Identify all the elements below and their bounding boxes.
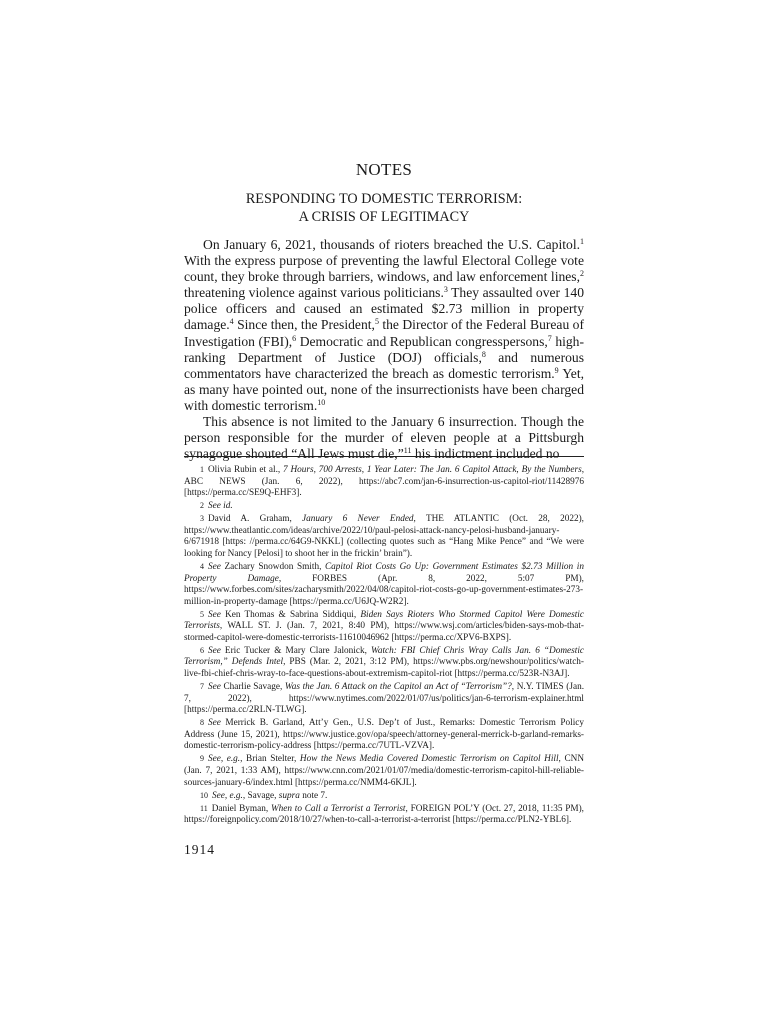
text-run: , Savage,: [242, 790, 279, 801]
main-text: [184, 237, 584, 462]
section-heading: NOTES: [355, 160, 413, 179]
footnote-ref[interactable]: 8: [481, 349, 486, 359]
italic-text: See id.: [208, 501, 233, 512]
text-run: , PBS (Mar. 2, 2021, 3:12 PM), https://www.pbs.org/newshour/politics/watch-live-fbi-chief-chris-wray-to-face-questions-about-extremism-capitol-riot [https://perma.cc/523R-N3AJ].: [184, 657, 585, 680]
footnote-number: 11: [200, 803, 208, 813]
text-run: Olivia Rubin et al.,: [208, 465, 284, 475]
footnote-number: 4: [200, 561, 204, 571]
footnote-ref[interactable]: 1: [580, 237, 584, 246]
footnote: [184, 753, 584, 789]
italic-text: See: [208, 682, 221, 693]
footnote-number: 3: [200, 514, 204, 524]
text-run: , Brian Stelter,: [240, 754, 300, 765]
footnote-ref[interactable]: 11: [403, 446, 412, 456]
footnote-number: 2: [200, 501, 204, 511]
footnote: [184, 645, 584, 681]
text-run: , ABC NEWS (Jan. 6, 2022), https://abc7.com/jan-6-insurrection-us-capitol-riot/11428976 [https://perma.cc/SE9Q-EHF3].: [184, 465, 585, 499]
italic-text: See, e.g.: [208, 754, 241, 765]
footnote-number: 8: [200, 718, 204, 728]
italic-text: See: [208, 718, 221, 729]
italic-text: Watch: FBI Chief Chris Wray Calls Jan. 6 “Domestic Terrorism,” Defends Intel: [184, 645, 584, 668]
footnote: [184, 790, 584, 803]
footnote: [184, 609, 584, 645]
footnote-separator: [184, 456, 584, 457]
footnote: [184, 513, 584, 560]
text-run: This absence is not limited to the January 6 insurrection. Though the person responsible for the murder of eleven people at a Pittsburgh synagogue shouted “All Jews must die,”: [184, 414, 584, 462]
text-run: note 7.: [299, 790, 328, 801]
italic-text: Was the Jan. 6 Attack on the Capitol an Act of “Terrorism”?: [284, 682, 512, 693]
footnote-ref[interactable]: 7: [547, 333, 552, 343]
text-run: Yet, as many have pointed out, none of the insurrectionists have been charged with domestic terrorism.: [184, 365, 584, 413]
article-title-line-2: A CRISIS OF LEGITIMACY: [298, 209, 470, 225]
text-run: , FOREIGN POL’Y (Oct. 27, 2018, 11:35 PM), https://foreignpolicy.com/2018/10/27/when-to-call-a-terrorist-a-terrorist [https://perma.cc/PLN2-YBL6].: [184, 803, 584, 826]
text-run: , FORBES (Apr. 8, 2022, 5:07 PM), https://www.forbes.com/sites/zacharysmith/2022/04/08/capitol-riot-costs-go-up-government-estimates-273-million-in-property-damage [https://perma.cc/U6JQ-W2R2].: [184, 573, 584, 607]
italic-text: When to Call a Terrorist a Terrorist: [270, 803, 406, 814]
footnote-number: 9: [200, 754, 204, 764]
italic-text: 7 Hours, 700 Arrests, 1 Year Later: The Jan. 6 Capitol Attack, By the Numbers: [283, 465, 582, 475]
text-run: David A. Graham,: [208, 514, 303, 525]
footnote-ref[interactable]: 5: [374, 317, 379, 327]
footnote: [184, 803, 584, 827]
text-run: Zachary Snowdon Smith,: [220, 561, 326, 572]
article-title: [184, 190, 584, 226]
footnote-number: 5: [200, 609, 204, 619]
body-paragraph: [184, 237, 584, 414]
text-run: threatening violence against various politicians.: [184, 285, 444, 301]
text-run: , THE ATLANTIC (Oct. 28, 2022), https://www.theatlantic.com/ideas/archive/2022/10/paul-pelosi-attack-nancy-pelosi-husband-january-6/671918 [https: //perma.cc/64G9-NKKL] (collecting quotes such as “Hang Mike Pence” and “We were looking for Nancy [Pelosi] to shoot her in the frickin’ brain”).: [184, 514, 584, 559]
footnote-ref[interactable]: 10: [317, 397, 326, 407]
footnote-number: 6: [200, 645, 204, 655]
text-run: , WALL ST. J. (Jan. 7, 2021, 8:40 PM), https://www.wsj.com/articles/biden-says-mob-that-stormed-capitol-were-domestic-terrorists-11610046962 [https://perma.cc/XPV6-BXPS].: [184, 621, 584, 643]
italic-text: supra: [278, 790, 300, 801]
italic-text: Capitol Riot Costs Go Up: Government Estimates $2.73 Million in Property Damage: [184, 561, 584, 584]
text-run: his indictment included no: [411, 446, 560, 462]
footnote-number: 10: [200, 790, 208, 800]
italic-text: See: [208, 561, 221, 572]
text-run: Daniel Byman,: [211, 803, 271, 814]
text-run: Democratic and Republican congresspersons,: [296, 333, 548, 349]
footnote-number: 7: [200, 682, 204, 692]
footnotes: [184, 464, 584, 827]
text-run: Ken Thomas & Sabrina Siddiqui,: [220, 609, 361, 620]
footnote-ref[interactable]: 6: [292, 333, 297, 343]
page-number: 1914: [184, 842, 215, 857]
text-run: the Director of the Federal Bureau of Investigation (FBI),: [184, 317, 584, 349]
text-run: and numerous commentators have characterized the breach as domestic terrorism.: [184, 349, 584, 381]
text-run: Eric Tucker & Mary Clare Jalonick,: [220, 645, 371, 656]
footnote-number: 1: [200, 465, 204, 474]
text-run: They assaulted over 140 police officers and caused an estimated $2.73 million in property damage.: [184, 285, 584, 333]
text-run: high-ranking Department of Justice (DOJ) officials,: [184, 333, 585, 365]
article-title-line-1: RESPONDING TO DOMESTIC TERRORISM:: [245, 191, 523, 207]
footnote-ref[interactable]: 4: [229, 317, 234, 327]
italic-text: January 6 Never Ended: [302, 514, 414, 525]
text-run: , CNN (Jan. 7, 2021, 1:33 AM), https://www.cnn.com/2021/01/07/media/domestic-terrorism-capitol-hill-reliable-sources-january-6/index.html [https://perma.cc/NMM4-6KJL].: [184, 754, 585, 788]
text-run: Charlie Savage,: [220, 682, 285, 693]
footnote: [184, 500, 584, 513]
footnote: [184, 681, 584, 717]
text-run: Merrick B. Garland, Att’y Gen., U.S. Dep’t of Just., Remarks: Domestic Terrorism Policy Address (June 15, 2021), https://www.justice.gov/opa/speech/attorney-general-merrick-b-garland-remarks-domestic-terrorism-policy-address [https://perma.cc/7UTL-VZVA].: [184, 718, 584, 752]
footnote-ref[interactable]: 3: [443, 285, 448, 295]
footnote: [184, 717, 584, 753]
italic-text: See: [208, 609, 221, 620]
footnote-ref[interactable]: 2: [580, 269, 584, 279]
text-run: Since then, the President,: [233, 317, 375, 333]
italic-text: Biden Says Rioters Who Stormed Capitol Were Domestic Terrorists: [184, 609, 584, 632]
italic-text: How the News Media Covered Domestic Terrorism on Capitol Hill: [299, 754, 559, 765]
text-run: , N.Y. TIMES (Jan. 7, 2022), https://www.nytimes.com/2022/01/07/us/politics/jan-6-terrorism-explainer.html [https://perma.cc/2RLN-TLWG].: [184, 682, 585, 716]
italic-text: See: [208, 645, 221, 656]
text-run: On January 6, 2021, thousands of rioters breached the U.S. Capitol.: [203, 237, 580, 252]
text-run: With the express purpose of preventing the lawful Electoral College vote count, they broke through barriers, windows, and law enforcement lines,: [184, 253, 584, 285]
footnote-ref[interactable]: 9: [554, 365, 559, 375]
footnote: [184, 464, 584, 500]
italic-text: See, e.g.: [212, 790, 243, 801]
footnote: [184, 561, 584, 608]
